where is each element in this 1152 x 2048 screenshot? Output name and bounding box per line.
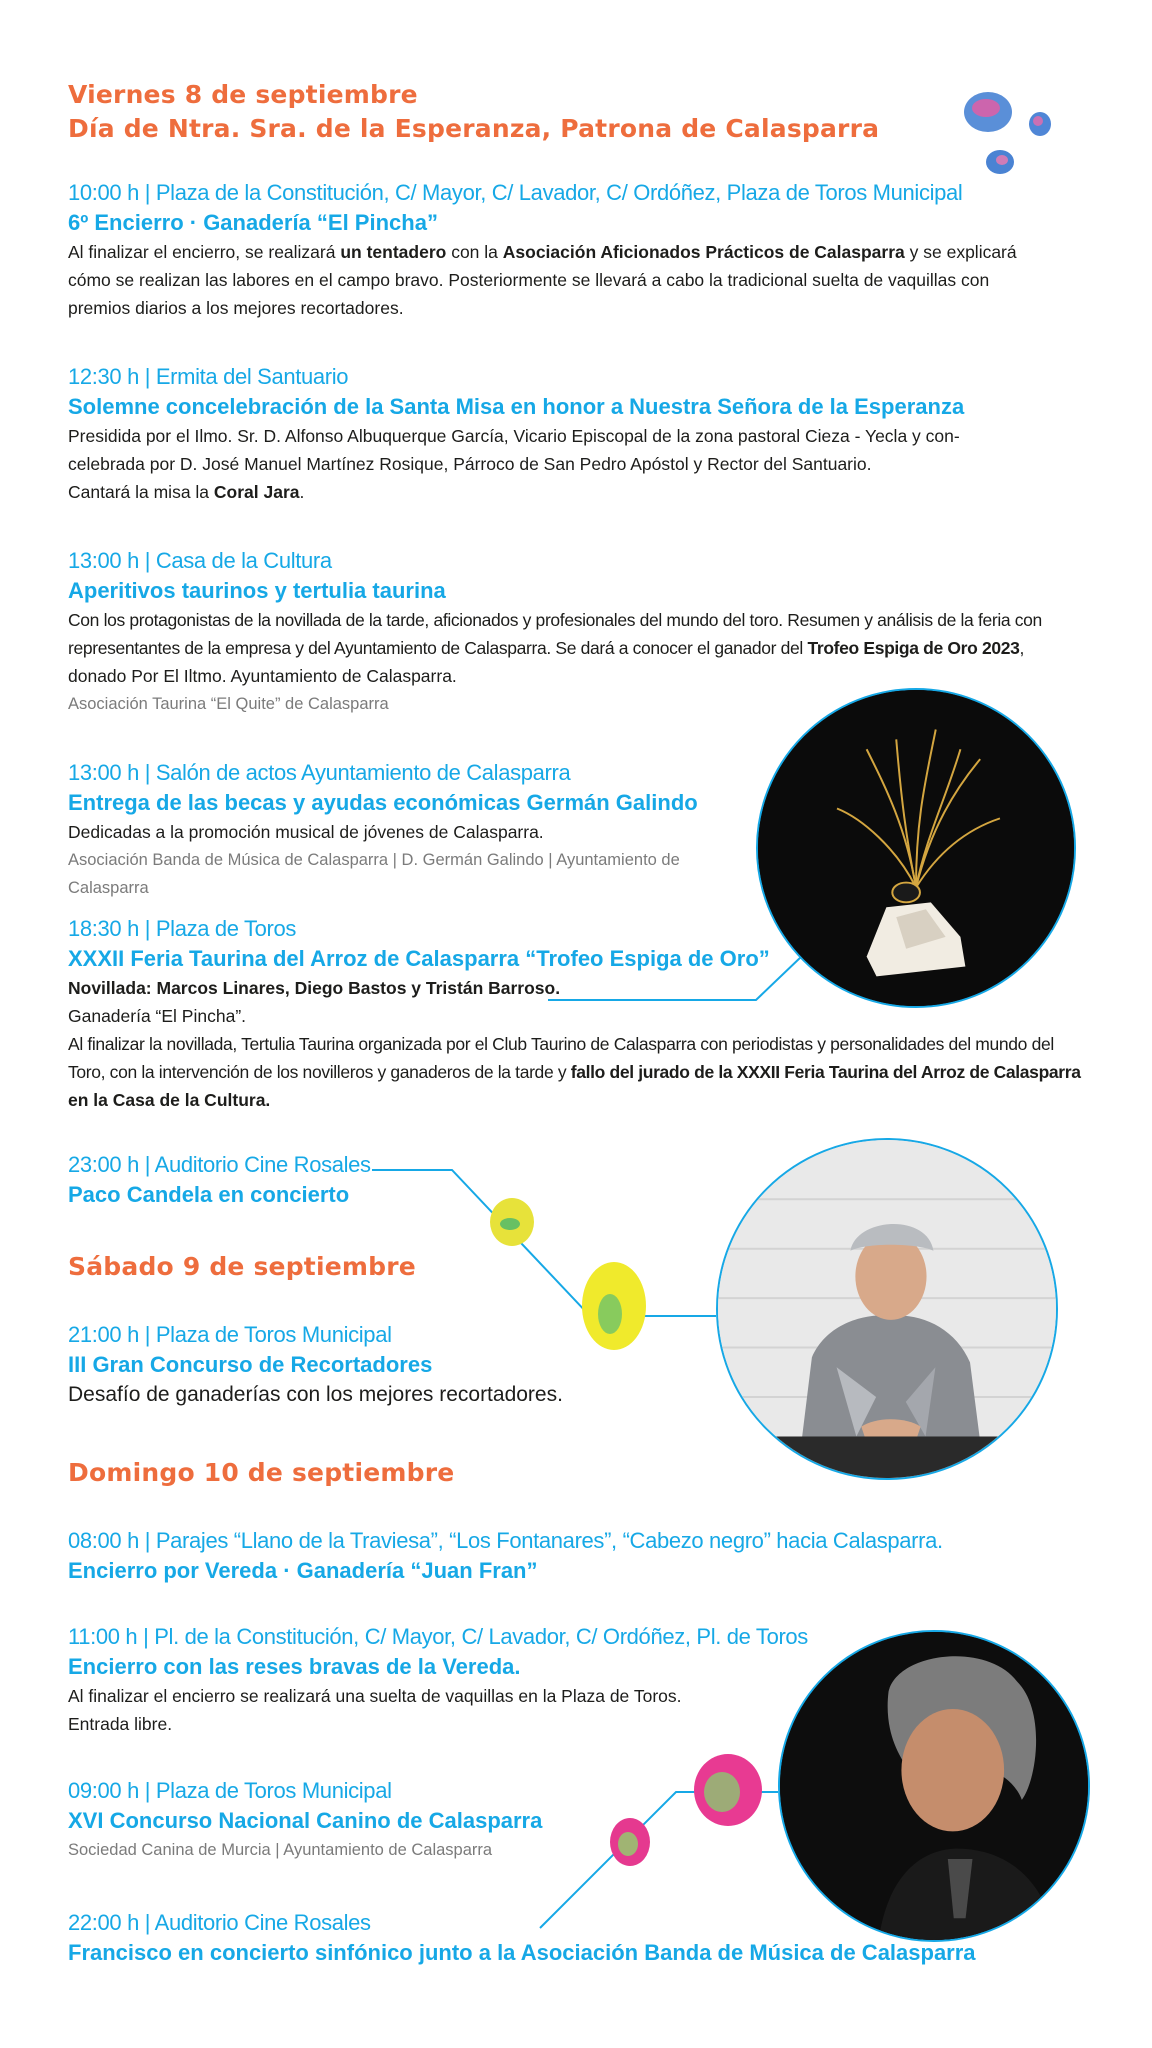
desc-strong: Trofeo Espiga de Oro 2023 [807, 638, 1020, 658]
event-sunday-3 [68, 1776, 628, 1864]
event-title: Encierro con las reses bravas de la Vereda. [68, 1654, 521, 1679]
event-sunday-1 [68, 1526, 1108, 1586]
event-description: cómo se realizan las labores en el campo bravo. Posteriormente se llevará a cabo la tradicional suelta de vaquillas con [68, 270, 990, 290]
event-description [68, 238, 1078, 266]
musician-photo [778, 1630, 1090, 1942]
event-title: Aperitivos taurinos y tertulia taurina [68, 578, 446, 603]
desc-text: y se explicará [904, 242, 1017, 262]
event-when: 09:00 h | Plaza de Toros Municipal [68, 1778, 392, 1803]
event-organizer: Asociación Banda de Música de Calasparra | D. Germán Galindo | Ayuntamiento de Calasparra [68, 851, 680, 897]
desc-text: Toro, con la intervención de los novilleros y ganaderos de la tarde y [68, 1062, 571, 1082]
event-description [68, 478, 1078, 506]
event-friday-1 [68, 178, 1078, 322]
decorative-blobs-pink [604, 1750, 774, 1880]
event-friday-4 [68, 758, 748, 902]
event-title: III Gran Concurso de Recortadores [68, 1352, 433, 1377]
saturday-heading: Sábado 9 de septiembre [68, 1252, 416, 1281]
friday-heading: Viernes 8 de septiembre [68, 80, 418, 109]
event-when: 23:00 h | Auditorio Cine Rosales [68, 1152, 371, 1177]
event-description: Desafío de ganaderías con los mejores recortadores. [68, 1383, 563, 1406]
event-when: 18:30 h | Plaza de Toros [68, 916, 297, 941]
event-organizer: Asociación Taurina “El Quite” de Calasparra [68, 695, 389, 713]
event-friday-6 [68, 1150, 388, 1210]
friday-subheading: Día de Ntra. Sra. de la Esperanza, Patrona de Calasparra [68, 114, 880, 143]
event-title: Francisco en concierto sinfónico junto a la Asociación Banda de Música de Calasparra [68, 1940, 976, 1965]
desc-strong: Coral Jara [213, 482, 300, 502]
event-title: 6º Encierro · Ganadería “El Pincha” [68, 210, 438, 235]
event-when: 11:00 h | Pl. de la Constitución, C/ Mayor, C/ Lavador, C/ Ordóñez, Pl. de Toros [68, 1624, 808, 1649]
event-description: Con los protagonistas de la novillada de la tarde, aficionados y profesionales del mundo del toro. Resumen y análisis de la feria con [68, 610, 1042, 630]
event-when: 13:00 h | Casa de la Cultura [68, 548, 332, 573]
event-when: 08:00 h | Parajes “Llano de la Traviesa”, “Los Fontanares”, “Cabezo negro” hacia Calasparra. [68, 1528, 943, 1553]
event-description: donado Por El Iltmo. Ayuntamiento de Calasparra. [68, 666, 457, 686]
sunday-heading: Domingo 10 de septiembre [68, 1458, 455, 1487]
event-description: Presidida por el Ilmo. Sr. D. Alfonso Albuquerque García, Vicario Episcopal de la zona pastoral Cieza - Yecla y con- [68, 426, 960, 446]
event-friday-2 [68, 362, 1078, 506]
desc-text: Cantará la misa la [68, 482, 214, 502]
desc-text: Al finalizar el encierro, se realizará [68, 242, 341, 262]
desc-strong: Asociación Aficionados Prácticos de Calasparra [502, 242, 905, 262]
event-description [68, 634, 1108, 662]
event-title: Entrega de las becas y ayudas económicas Germán Galindo [68, 790, 698, 815]
decorative-blobs-top [958, 86, 1058, 182]
event-description: Entrada libre. [68, 1714, 173, 1734]
event-when: 21:00 h | Plaza de Toros Municipal [68, 1322, 392, 1347]
event-when: 22:00 h | Auditorio Cine Rosales [68, 1910, 371, 1935]
desc-text: con la [446, 242, 503, 262]
event-saturday-1 [68, 1320, 708, 1410]
event-title: XVI Concurso Nacional Canino de Calasparra [68, 1808, 543, 1833]
desc-strong: un tentadero [340, 242, 447, 262]
event-title: XXXII Feria Taurina del Arroz de Calasparra “Trofeo Espiga de Oro” [68, 946, 770, 971]
desc-text: representantes de la empresa y del Ayuntamiento de Calasparra. Se dará a conocer el ganador del [68, 638, 808, 658]
event-title: Encierro por Vereda · Ganadería “Juan Fran” [68, 1558, 538, 1583]
event-description: en la Casa de la Cultura. [68, 1090, 271, 1110]
event-title: Paco Candela en concierto [68, 1182, 350, 1207]
event-when: 13:00 h | Salón de actos Ayuntamiento de Calasparra [68, 760, 571, 785]
event-when: 10:00 h | Plaza de la Constitución, C/ Mayor, C/ Lavador, C/ Ordóñez, Plaza de Toros Municipal [68, 180, 963, 205]
event-when: 12:30 h | Ermita del Santuario [68, 364, 349, 389]
event-description: premios diarios a los mejores recortadores. [68, 298, 404, 318]
event-description: Ganadería “El Pincha”. [68, 1006, 247, 1026]
desc-text: . [299, 482, 305, 502]
event-description: Al finalizar la novillada, Tertulia Taurina organizada por el Club Taurino de Calasparra con periodistas y personalidades del mundo del [68, 1034, 1054, 1054]
event-description: Dedicadas a la promoción musical de jóvenes de Calasparra. [68, 822, 544, 842]
desc-text: , [1019, 638, 1025, 658]
singer-icon [718, 1140, 1056, 1478]
event-description [68, 1058, 1108, 1086]
event-description: celebrada por D. José Manuel Martínez Rosique, Párroco de San Pedro Apóstol y Rector del Santuario. [68, 454, 872, 474]
singer-photo [716, 1138, 1058, 1480]
event-organizer: Sociedad Canina de Murcia | Ayuntamiento de Calasparra [68, 1841, 493, 1859]
event-sunday-4 [68, 1908, 1108, 1968]
desc-strong: fallo del jurado de la XXXII Feria Taurina del Arroz de Calasparra [570, 1062, 1081, 1082]
musician-icon [780, 1632, 1088, 1940]
event-description: Al finalizar el encierro se realizará una suelta de vaquillas en la Plaza de Toros. [68, 1686, 682, 1706]
event-description: Novillada: Marcos Linares, Diego Bastos y Tristán Barroso. [68, 978, 561, 998]
event-sunday-2 [68, 1622, 808, 1738]
event-title: Solemne concelebración de la Santa Misa en honor a Nuestra Señora de la Esperanza [68, 394, 965, 419]
event-friday-3 [68, 546, 1108, 718]
event-friday-5 [68, 914, 1108, 1114]
